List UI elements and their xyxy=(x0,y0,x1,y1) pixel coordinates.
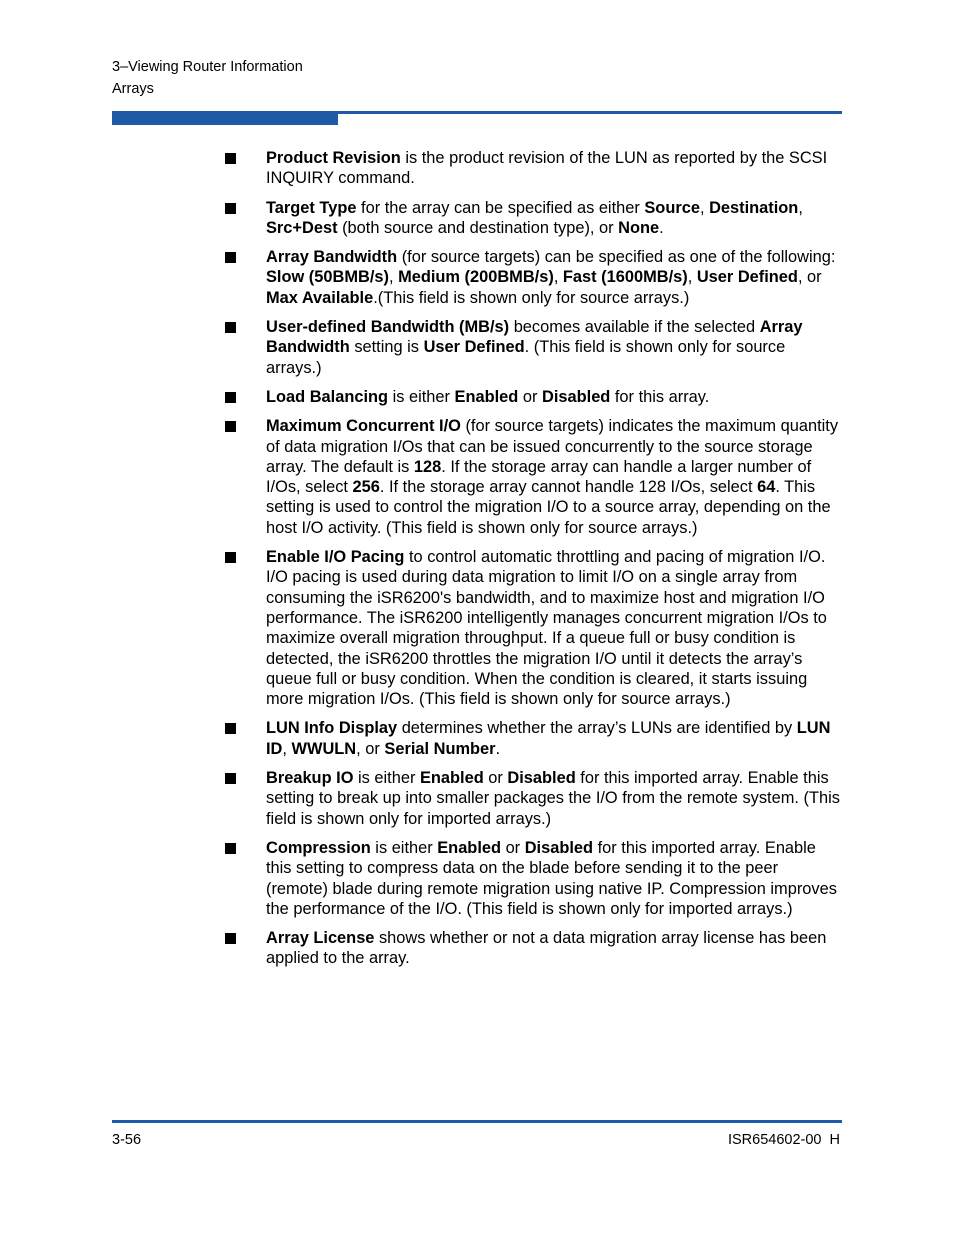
chapter-title: 3–Viewing Router Information xyxy=(112,59,303,75)
bold-term: Source xyxy=(644,198,700,217)
square-bullet-icon xyxy=(225,421,236,432)
bullet-text: . If the storage array can handle a larger number of I/Os, select xyxy=(266,457,812,497)
square-bullet-icon xyxy=(225,552,236,563)
bold-term: WWULN xyxy=(291,739,357,758)
footer-rule xyxy=(112,1120,842,1123)
bold-term: 64 xyxy=(757,478,776,497)
bullet-text: .(This field is shown only for source arrays.) xyxy=(373,288,690,307)
bold-term: LUN ID xyxy=(266,719,831,758)
bullet-item xyxy=(0,547,954,709)
bullet-text: . xyxy=(495,739,501,758)
bullet-item xyxy=(0,838,954,919)
bullet-item xyxy=(0,317,954,378)
bold-term: Src+Dest xyxy=(266,218,338,237)
bold-term: Load Balancing xyxy=(266,387,389,406)
bullet-text: (for source targets) indicates the maximum quantity of data migration I/Os that can be issued concurrently to the source storage array. The default is xyxy=(266,417,839,476)
square-bullet-icon xyxy=(225,252,236,263)
bullet-text: setting is xyxy=(349,338,424,357)
bullet-text: , xyxy=(687,268,697,287)
bullet-text: is either xyxy=(370,838,438,857)
bullet-text: for this imported array. Enable this setting to compress data on the blade before sending it to the peer (remote) blade during remote migration using native IP. Compression improves the performance of the I/O. (This field is shown only for imported arrays.) xyxy=(266,838,837,918)
bullet-text: . (This field is shown only for source arrays.) xyxy=(266,338,786,377)
bullet-item xyxy=(0,148,954,189)
bold-term: LUN Info Display xyxy=(266,719,398,738)
bold-term: Enabled xyxy=(419,769,484,788)
bold-term: Destination xyxy=(709,198,799,217)
page-number: 3-56 xyxy=(112,1132,142,1148)
square-bullet-icon xyxy=(225,933,236,944)
bullet-text: , or xyxy=(356,739,385,758)
bold-term: Max Available xyxy=(266,288,374,307)
bold-term: Array Bandwidth xyxy=(266,318,803,357)
section-title: Arrays xyxy=(112,81,154,97)
bullet-text: for this imported array. Enable this setting to break up into smaller packages the I/O from the remote system. (This field is shown only for imported arrays.) xyxy=(266,769,840,828)
bullet-text: or xyxy=(501,838,525,857)
bold-term: 128 xyxy=(413,457,442,476)
bullet-item xyxy=(0,928,954,969)
bullet-list xyxy=(0,148,954,978)
bold-term: Maximum Concurrent I/O xyxy=(266,417,461,436)
bold-term: Enable I/O Pacing xyxy=(266,548,405,567)
square-bullet-icon xyxy=(225,773,236,784)
square-bullet-icon xyxy=(225,723,236,734)
bullet-text: for this array. xyxy=(610,387,710,406)
document-id: ISR654602-00 H xyxy=(727,1132,840,1148)
bullet-item xyxy=(0,387,954,407)
bold-term: Serial Number xyxy=(384,739,496,758)
bold-term: Fast (1600MB/s) xyxy=(562,268,688,287)
bold-term: Array License xyxy=(266,929,375,948)
bold-term: Disabled xyxy=(507,769,576,788)
bold-term: User Defined xyxy=(696,268,798,287)
bullet-text: , or xyxy=(797,268,822,287)
bullet-text: , xyxy=(282,739,292,758)
bullet-item xyxy=(0,247,954,308)
bold-term: None xyxy=(618,218,660,237)
bullet-text: or xyxy=(483,769,508,788)
bold-term: 256 xyxy=(352,478,380,497)
bold-term: Array Bandwidth xyxy=(266,248,398,267)
square-bullet-icon xyxy=(225,843,236,854)
bullet-text: becomes available if the selected xyxy=(509,318,760,337)
bold-term: Disabled xyxy=(524,838,594,857)
bold-term: Medium (200BMB/s) xyxy=(398,268,554,287)
bullet-text: determines whether the array’s LUNs are identified by xyxy=(397,719,797,738)
bullet-text: , xyxy=(699,198,710,217)
bold-term: Enabled xyxy=(454,387,519,406)
bold-term: Enabled xyxy=(437,838,502,857)
bold-term: Breakup IO xyxy=(266,769,354,788)
bullet-text: or xyxy=(518,387,542,406)
bullet-text: . This setting is used to control the migration I/O to a source array, depending on the host I/O activity. (This field is shown only for source arrays.) xyxy=(266,478,831,537)
bold-term: User-defined Bandwidth (MB/s) xyxy=(266,318,510,337)
square-bullet-icon xyxy=(225,322,236,333)
bullet-text: is either xyxy=(388,387,455,406)
bullet-item xyxy=(0,198,954,239)
bullet-text: for the array can be specified as either xyxy=(356,198,645,217)
bullet-text: (for source targets) can be specified as one of the following: xyxy=(397,248,836,267)
bold-term: Disabled xyxy=(542,387,611,406)
bullet-text: , xyxy=(553,268,563,287)
bullet-text: is either xyxy=(353,769,420,788)
square-bullet-icon xyxy=(225,153,236,164)
bold-term: Target Type xyxy=(266,198,357,217)
bullet-item xyxy=(0,416,954,538)
bullet-item xyxy=(0,768,954,829)
bullet-text: is the product revision of the LUN as reported by the SCSI INQUIRY command. xyxy=(266,149,828,188)
bold-term: Compression xyxy=(266,838,371,857)
bullet-text: . xyxy=(659,218,664,237)
bold-term: User Defined xyxy=(423,338,525,357)
bold-term: Slow (50BMB/s) xyxy=(266,268,389,287)
bullet-text: , xyxy=(798,198,803,217)
bullet-text: shows whether or not a data migration array license has been applied to the array. xyxy=(266,929,827,968)
square-bullet-icon xyxy=(225,392,236,403)
bullet-text: . If the storage array cannot handle 128 I/Os, select xyxy=(379,478,758,497)
header-accent-block xyxy=(112,111,338,125)
bullet-text: to control automatic throttling and pacing of migration I/O. I/O pacing is used during data migration to limit I/O on a single array from consuming the iSR6200's bandwidth, and to maximize host and migration I/O performance. The iSR6200 intelligently manages concurrent migration I/Os to maximize overall migration throughput. If a queue full or busy condition is detected, the iSR6200 throttles the migration I/O until it detects the array’s queue full or busy condition. When the condition is cleared, it starts issuing more migration I/Os. (This field is shown only for source arrays.) xyxy=(266,548,827,709)
bullet-text: , xyxy=(388,268,399,287)
bullet-text: (both source and destination type), or xyxy=(337,218,619,237)
bold-term: Product Revision xyxy=(266,149,401,167)
bullet-item xyxy=(0,718,954,759)
square-bullet-icon xyxy=(225,203,236,214)
